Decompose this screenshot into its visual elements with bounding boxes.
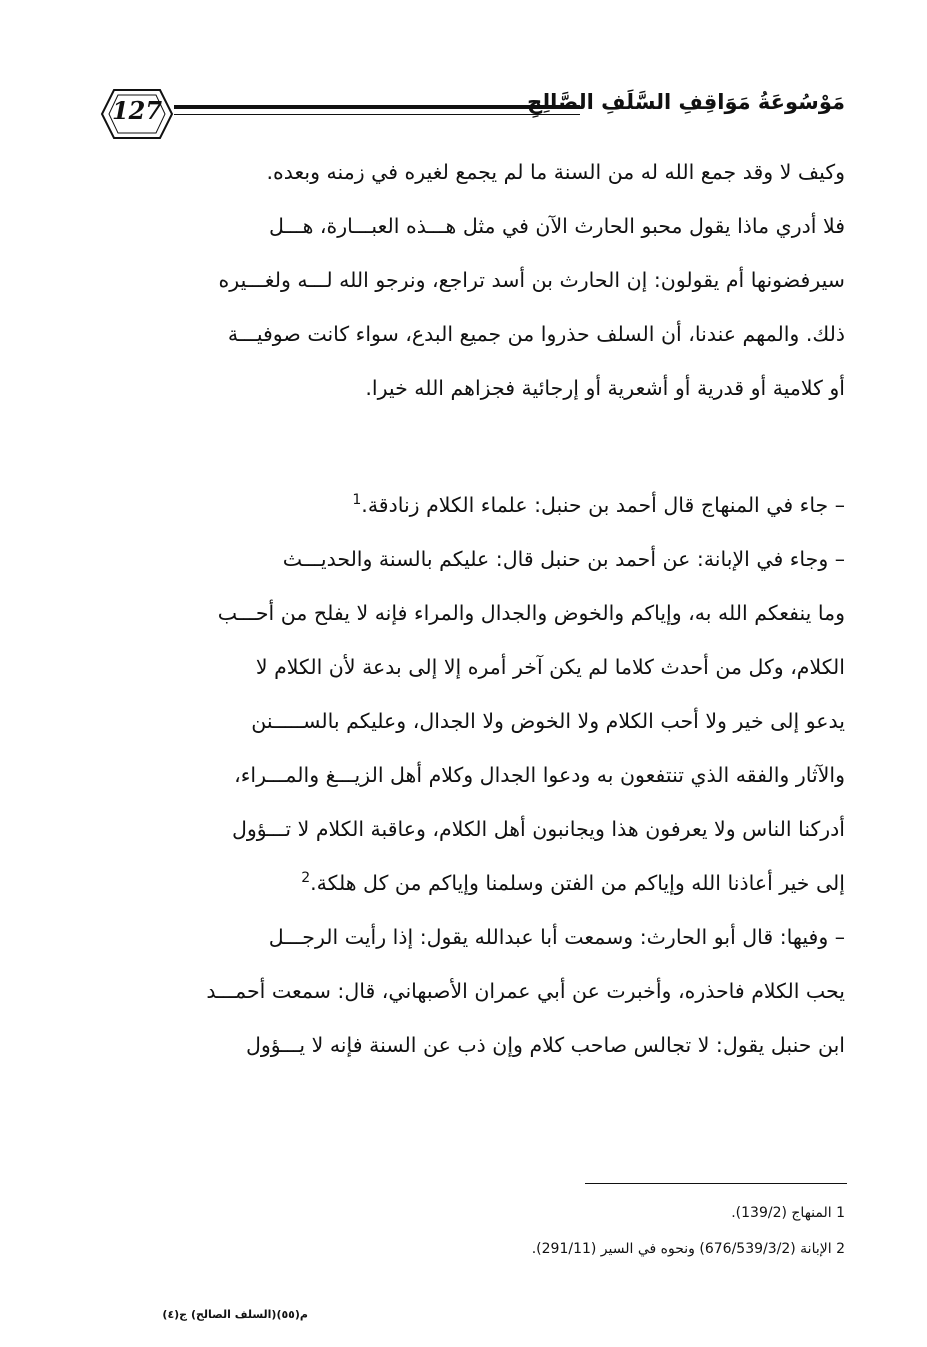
page-number: 127 bbox=[111, 96, 163, 125]
footnotes bbox=[300, 1195, 845, 1267]
header-rule-thin bbox=[174, 114, 580, 115]
text-line: أدركنا الناس ولا يعرفون هذا ويجانبون أهل الكلام، وعاقبة الكلام لا تـــؤول bbox=[232, 817, 845, 841]
text-line: فلا أدري ماذا يقول محبو الحارث الآن في مثل هـــذه العبـــارة، هـــل bbox=[269, 214, 845, 238]
header-rule bbox=[174, 105, 580, 109]
page-number-badge bbox=[100, 86, 174, 142]
paragraph-text: إلى خير أعاذنا الله وإياكم من الفتن وسلمنا وإياكم من كل هلكة. bbox=[310, 871, 845, 895]
body-text-main bbox=[105, 478, 845, 1072]
footnote-ref: 1 bbox=[352, 492, 362, 509]
text-line: ذلك. والمهم عندنا، أن السلف حذروا من جميع البدع، سواء كانت صوفيـــة bbox=[227, 322, 845, 346]
text-line: وكيف لا وقد جمع الله له من السنة ما لم يجمع لغيره في زمنه وبعده. bbox=[266, 160, 845, 184]
paragraph-text: – جاء في المنهاج قال أحمد بن حنبل: علماء الكلام زنادقة. bbox=[361, 493, 845, 517]
text-line bbox=[105, 856, 845, 910]
page-header bbox=[100, 86, 845, 144]
text-line: يدعو إلى خير ولا أحب الكلام ولا الخوض ولا الجدال، وعليكم بالســـــنن bbox=[251, 709, 845, 733]
text-line bbox=[105, 478, 845, 532]
text-line: وما ينفعكم الله به، وإياكم والخوض والجدال والمراء فإنه لا يفلح من أحـــب bbox=[217, 601, 845, 625]
text-line: أو كلامية أو قدرية أو أشعرية أو إرجائية فجزاهم الله خيرا. bbox=[365, 376, 845, 400]
text-line: ابن حنبل يقول: لا تجالس صاحب كلام وإن ذب عن السنة فإنه لا يـــؤول bbox=[245, 1033, 845, 1057]
footnote-separator bbox=[585, 1183, 847, 1184]
body-text-top bbox=[105, 145, 845, 415]
text-line: يحب الكلام فاحذره، وأخبرت عن أبي عمران الأصبهاني، قال: سمعت أحمـــد bbox=[206, 979, 845, 1003]
printer-signature: م(٥٥)(السلف الصالح) ج(٤) bbox=[162, 1308, 308, 1321]
text-line: سيرفضونها أم يقولون: إن الحارث بن أسد تراجع، ونرجو الله لـــه ولغـــيره bbox=[218, 268, 845, 292]
footnote: 2 الإبانة (676/539/3/2) ونحوه في السير (291/11). bbox=[531, 1241, 845, 1257]
footnote: 1 المنهاج (139/2). bbox=[731, 1205, 845, 1221]
text-line: – وجاء في الإبانة: عن أحمد بن حنبل قال: عليكم بالسنة والحديـــث bbox=[282, 547, 845, 571]
text-line: والآثار والفقه الذي تنتفعون به ودعوا الجدال وكلام أهل الزيـــغ والمـــراء، bbox=[234, 763, 845, 787]
footnote-ref: 2 bbox=[301, 870, 311, 887]
text-line: – وفيها: قال أبو الحارث: وسمعت أبا عبدالله يقول: إذا رأيت الرجـــل bbox=[268, 925, 845, 949]
text-line: الكلام، وكل من أحدث كلاما لم يكن آخر أمره إلا إلى بدعة لأن الكلام لا bbox=[255, 655, 845, 679]
book-title: مَوْسُوعَةُ مَوَاقِفِ السَّلَفِ الصَّالِحِ bbox=[527, 90, 845, 114]
